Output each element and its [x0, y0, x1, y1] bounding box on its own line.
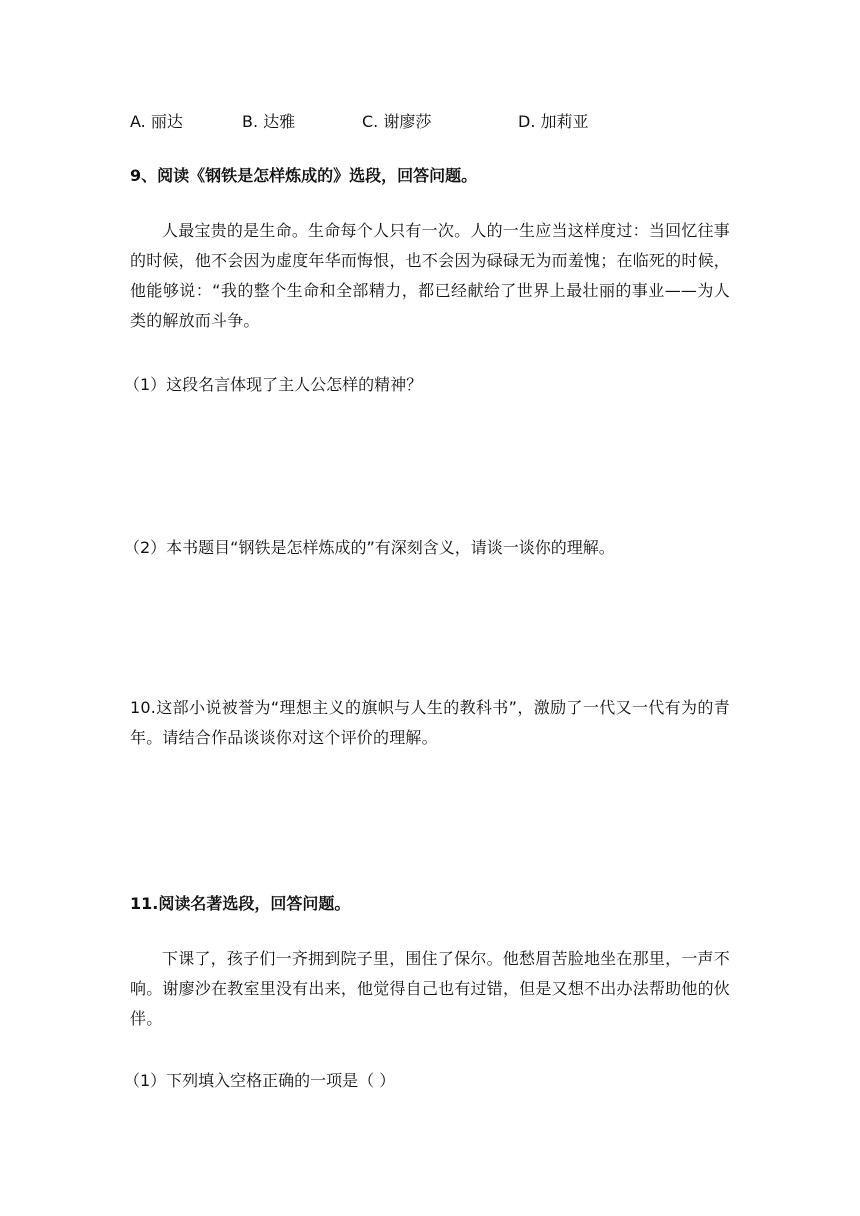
q9-sub1: （1）这段名言体现了主人公怎样的精神？ [124, 375, 423, 394]
q11-passage: 下课了，孩子们一齐拥到院子里，围住了保尔。他愁眉苦脸地坐在那里，一声不响。谢廖沙在教室里没有出来，他觉得自己也有过错，但是又想不出办法帮助他的伙伴。 [130, 949, 730, 1028]
option-a: A. 丽达 [130, 112, 183, 131]
q11-sub1: （1）下列填入空格正确的一项是（ ） [124, 1071, 396, 1090]
option-b: B. 达雅 [242, 112, 296, 131]
q11-title: 11.阅读名著选段，回答问题。 [130, 894, 351, 913]
q10-text: 10.这部小说被誉为“理想主义的旗帜与人生的教科书”，激励了一代又一代有为的青年。请结合作品谈谈你对这个评价的理解。 [130, 698, 730, 747]
q9-title: 9、阅读《钢铁是怎样炼成的》选段，回答问题。 [130, 166, 478, 185]
q8-options [130, 112, 730, 132]
q9-passage: 人最宝贵的是生命。生命每个人只有一次。人的一生应当这样度过：当回忆往事的时候，他不会因为虚度年华而悔恨，也不会因为碌碌无为而羞愧；在临死的时候，他能够说：“我的整个生命和全部精力，都已经献给了世界上最壮丽的事业——为人类的解放而斗争。 [130, 221, 730, 330]
option-d: D. 加莉亚 [518, 112, 589, 131]
q9-sub2: （2）本书题目“钢铁是怎样炼成的”有深刻含义，请谈一谈你的理解。 [124, 538, 615, 557]
option-c: C. 谢廖莎 [362, 112, 432, 131]
